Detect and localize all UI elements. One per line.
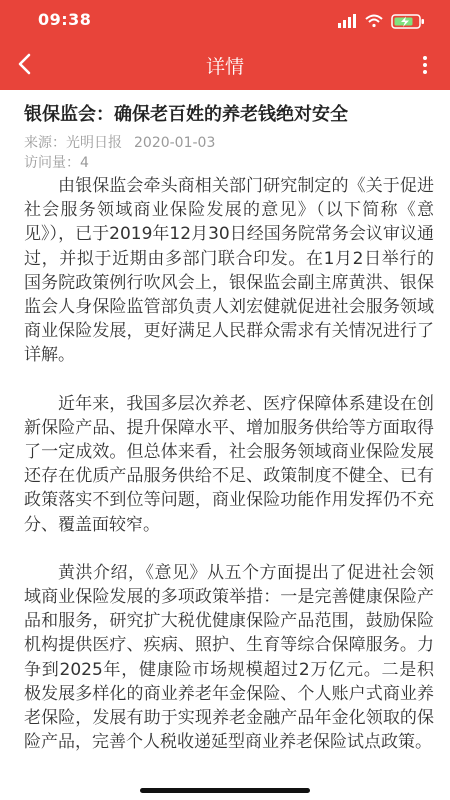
home-indicator[interactable]	[140, 788, 310, 793]
views-label: 访问量：	[24, 155, 80, 171]
article-body	[24, 174, 434, 778]
article-views-line	[24, 153, 89, 173]
article[interactable]	[0, 90, 450, 800]
page-title: 详情	[205, 56, 244, 78]
top-bar	[0, 0, 450, 90]
article-paragraph: 黄洪介绍，《意见》从五个方面提出了促进社会领域商业保险发展的多项政策举措：一是完善健康保险产品和服务，研究扩大税优健康保险产品范围，鼓励保险机构提供医疗、疾病、照护、生育等综合保障服务。力争到2025年，健康险市场规模超过2万亿元。二是积极发展多样化的商业养老年金保险、个人账户式商业养老保险，发展有助于实现养老金融产品年金化领取的保险产品，完善个人税收递延型商业养老保险试点政策。	[24, 562, 434, 753]
article-paragraph: 由银保监会牵头商相关部门研究制定的《关于促进社会服务领域商业保险发展的意见》（以下简称《意见》），已于2019年12月30日经国务院常务会议审议通过，并拟于近期由多部门联合印发。在1月2日举行的国务院政策例行吹风会上，银保监会副主席黄洪、银保监会人身保险监管部负责人刘宏健就促进社会服务领域商业保险发展，更好满足人民群众需求有关情况进行了详解。	[24, 176, 434, 366]
article-source-line	[24, 133, 215, 153]
status-bar	[0, 0, 450, 40]
status-icons	[336, 11, 436, 31]
views-count: 4	[80, 155, 89, 171]
battery-charging-icon	[392, 15, 424, 28]
article-title: 银保监会：确保老百姓的养老钱绝对安全	[24, 104, 348, 125]
more-dots-icon	[410, 50, 440, 80]
source-name: 光明日报	[66, 135, 122, 151]
article-paragraph: 近年来，我国多层次养老、医疗保障体系建设在创新保险产品、提升保障水平、增加服务供给等方面取得了一定成效。但总体来看，社会服务领域商业保险发展还存在优质产品服务供给不足、政策制度不健全、已有政策落实不到位等问题，商业保险功能作用发挥仍不充分、覆盖面较窄。	[24, 393, 434, 535]
more-button[interactable]	[410, 50, 440, 80]
wifi-icon	[366, 16, 382, 28]
status-time: 09:38	[38, 10, 92, 29]
source-label: 来源：	[24, 135, 66, 151]
signal-icon	[338, 14, 356, 28]
nav-bar	[0, 40, 450, 90]
publish-date: 2020-01-03	[134, 135, 216, 151]
